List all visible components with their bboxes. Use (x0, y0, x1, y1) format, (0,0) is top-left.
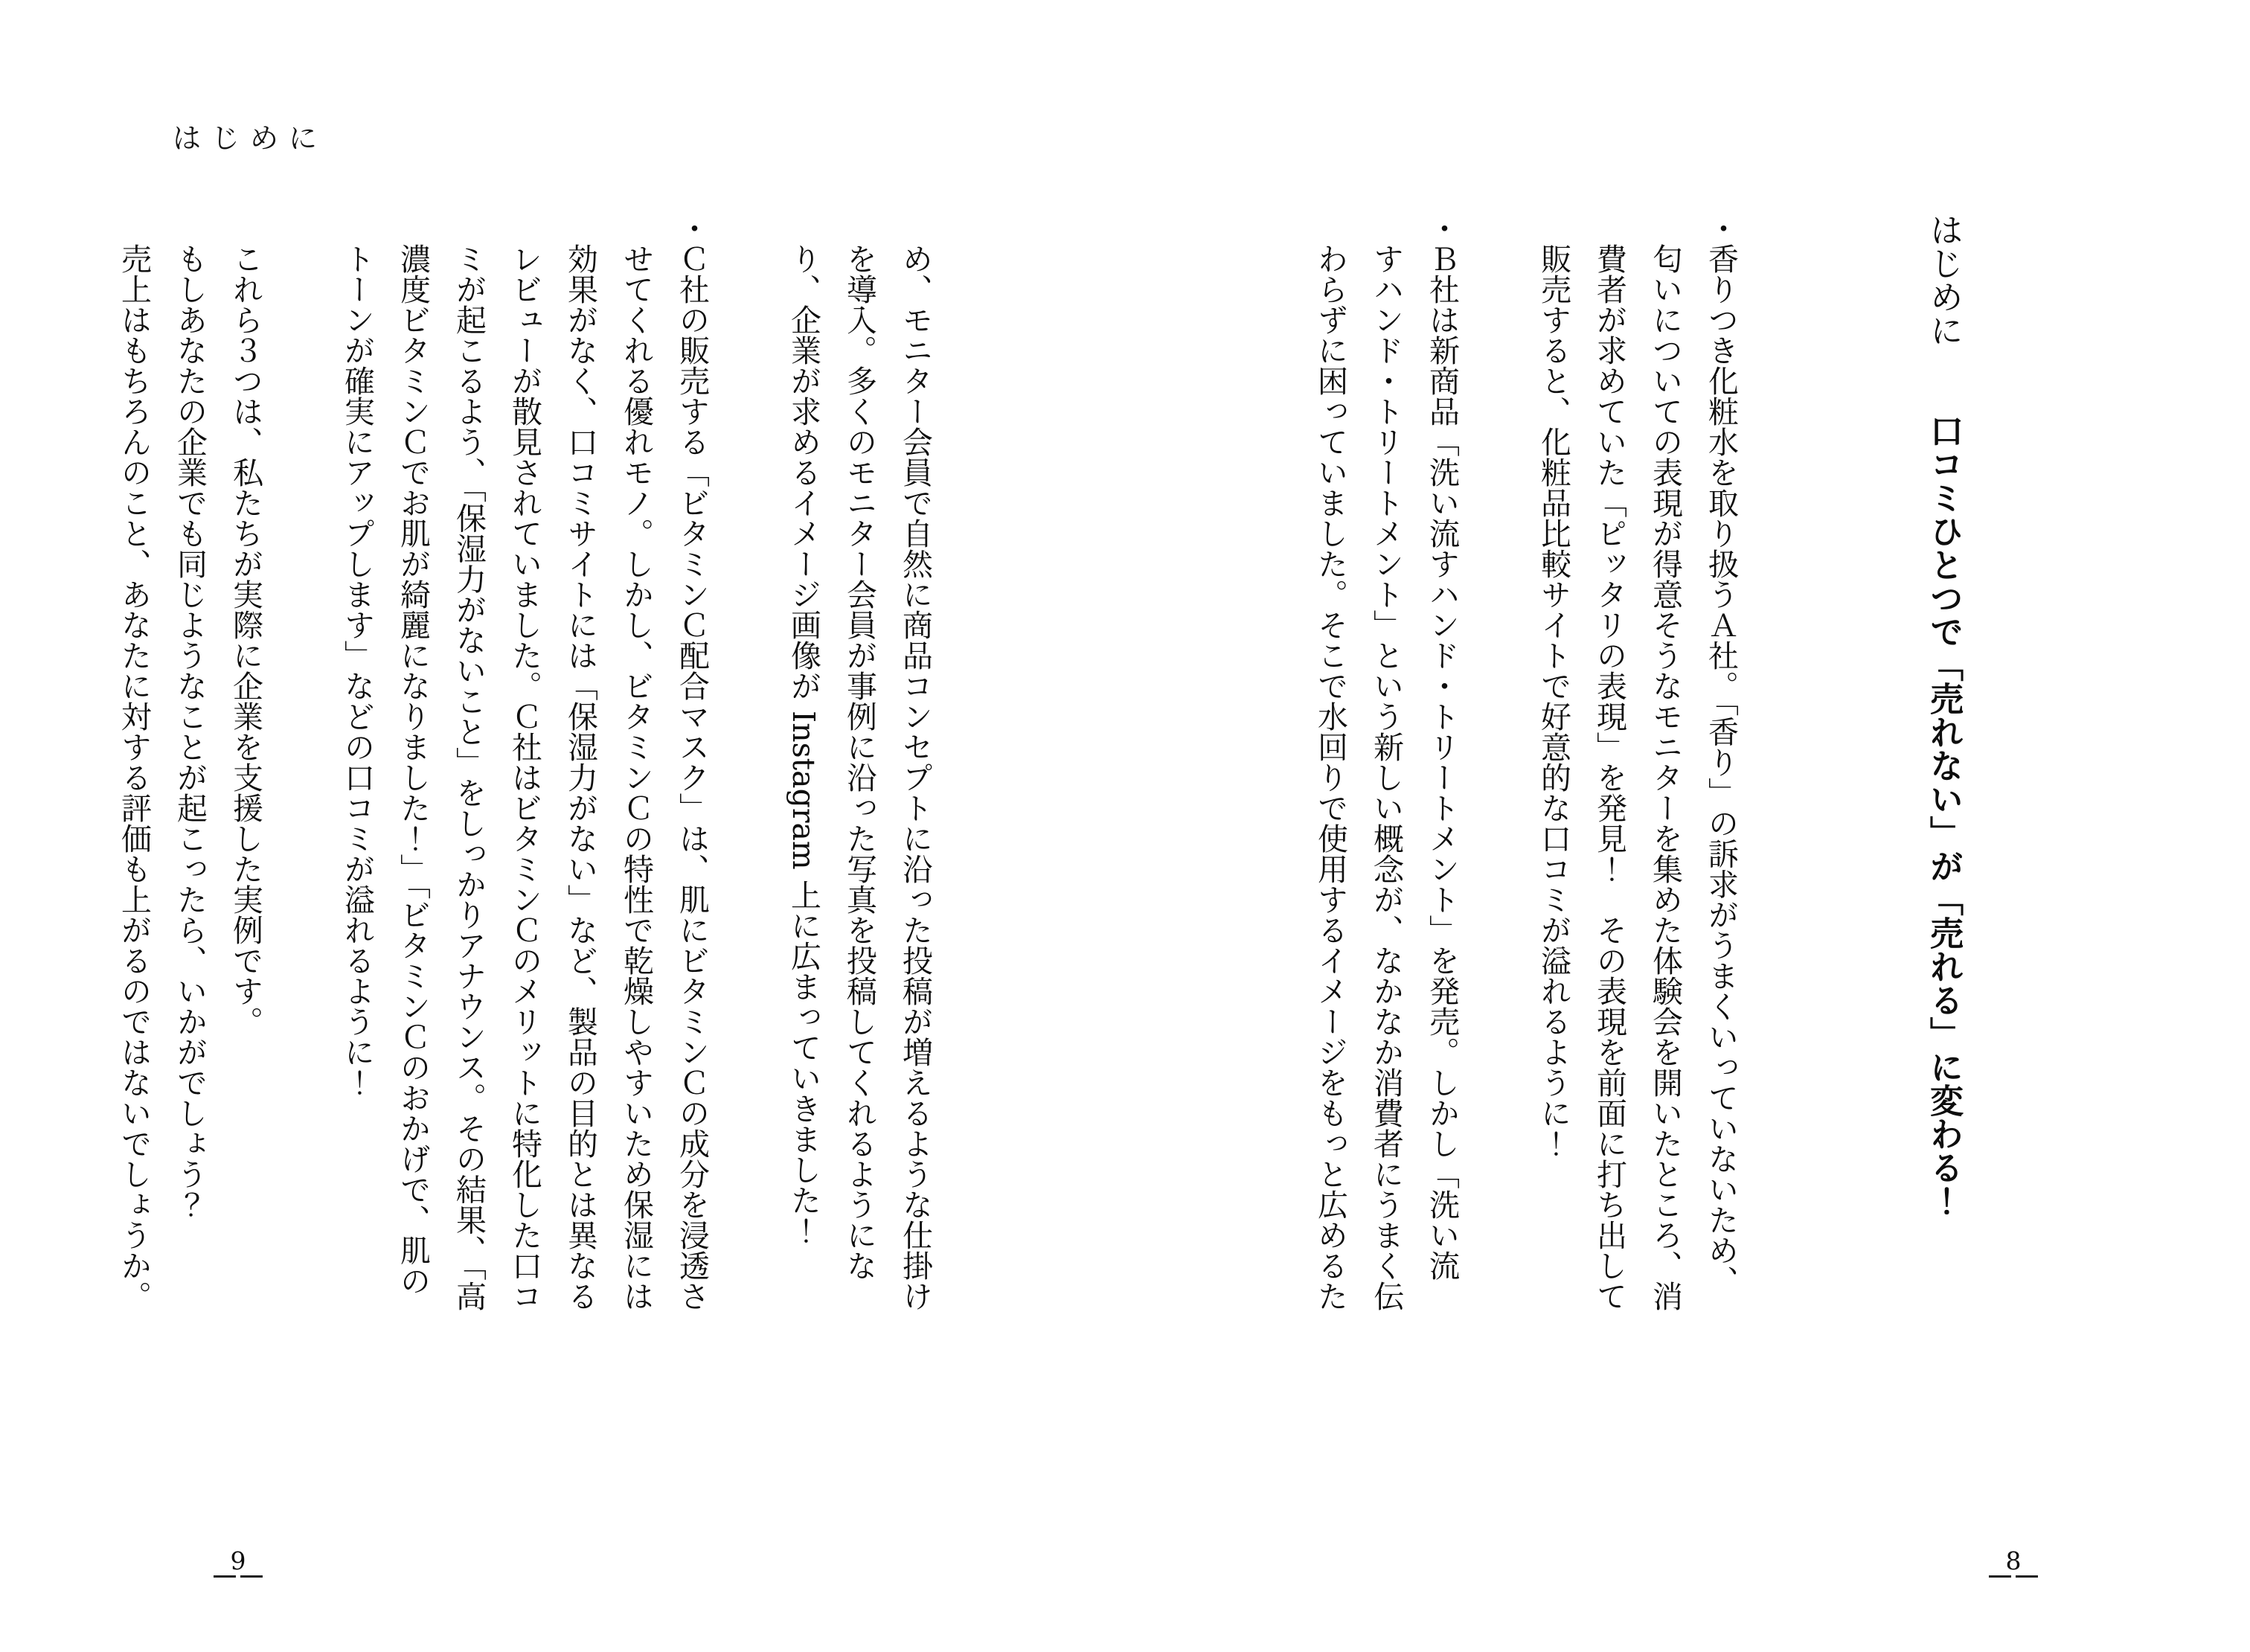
closing-paragraphs (106, 213, 273, 1314)
bullet-item-company-a (1525, 213, 1749, 1314)
page-number-rule-left (1989, 1575, 2011, 1578)
page-right-text-block (1302, 213, 1972, 1314)
page-number-8 (1989, 1546, 2038, 1581)
text-line: わらずに困っていました。そこで水回りで使用するイメージをもっと広めるた (1312, 243, 1348, 1311)
text-line: ・Ｃ社の販売する「ビタミンＣ配合マスク」は、肌にビタミンＣの成分を浸透さ (674, 213, 710, 1311)
text-line: り、企業が求めるイメージ画像が Instagram 上に広まっていきました！ (786, 243, 821, 1246)
heading-title: 口コミひとつで「売れない」が「売れる」に変わる！ (1924, 414, 1964, 1217)
text-line: せてくれる優れモノ。しかし、ビタミンＣの特性で乾燥しやすいため保湿には (618, 243, 654, 1311)
running-header: はじめに (173, 122, 328, 155)
text-line: 販売すると、化粧品比較サイトで好意的な口コミが溢れるように！ (1536, 243, 1571, 1159)
page-number-value: 9 (230, 1546, 246, 1575)
text-line: 匂いについての表現が得意そうなモニターを集めた体験会を開いたところ、消 (1647, 243, 1683, 1311)
text-line: 濃度ビタミンＣでお肌が綺麗になりました！」「ビタミンＣのおかげで、肌の (395, 243, 431, 1296)
text-line: を導入。多くのモニター会員が事例に沿った写真を投稿してくれるようにな (842, 243, 877, 1281)
text-line: レビューが散見されていました。Ｃ社はビタミンＣのメリットに特化した口コ (507, 243, 542, 1311)
text-line: 売上はもちろんのこと、あなたに対する評価も上がるのではないでしょうか。 (116, 243, 152, 1311)
text-line: もしあなたの企業でも同じようなことが起こったら、いかがでしょう？ (172, 243, 208, 1220)
text-line: すハンド・トリートメント」という新しい概念が、なかなか消費者にうまく伝 (1368, 243, 1404, 1311)
text-line: トーンが確実にアップします」などの口コミが溢れるように！ (339, 243, 375, 1098)
heading-prefix: はじめに (1924, 213, 1964, 347)
text-line: これら３つは、私たちが実際に企業を支援した実例です。 (228, 243, 263, 1037)
text-line: ・香りつき化粧水を取り扱うＡ社。「香り」の訴求がうまくいっていないため、 (1703, 213, 1739, 1296)
page-number-rule-right (240, 1575, 263, 1578)
page-number-value: 8 (2005, 1546, 2022, 1575)
page-number-rule-right (2016, 1575, 2038, 1578)
page-left-text-block (106, 213, 943, 1314)
bullet-item-company-c (329, 213, 719, 1314)
text-line: め、モニター会員で自然に商品コンセプトに沿った投稿が増えるような仕掛け (897, 243, 933, 1311)
text-line: 費者が求めていた「ピッタリの表現」を発見！ その表現を前面に打ち出して (1592, 243, 1627, 1311)
text-line: ・Ｂ社は新商品「洗い流すハンド・トリートメント」を発売。しかし「洗い流 (1424, 213, 1460, 1281)
page-number-rule-left (214, 1575, 236, 1578)
bullet-item-company-b-continuation (775, 213, 943, 1314)
text-line: 効果がなく、口コミサイトには「保湿力がない」など、製品の目的とは異なる (562, 243, 598, 1311)
page-number-9 (214, 1546, 263, 1581)
bullet-item-company-b (1302, 213, 1469, 1314)
text-line: ミが起こるよう、「保湿力がないこと」をしっかりアナウンス。その結果、「高 (451, 243, 487, 1311)
section-heading (1916, 213, 1972, 1314)
